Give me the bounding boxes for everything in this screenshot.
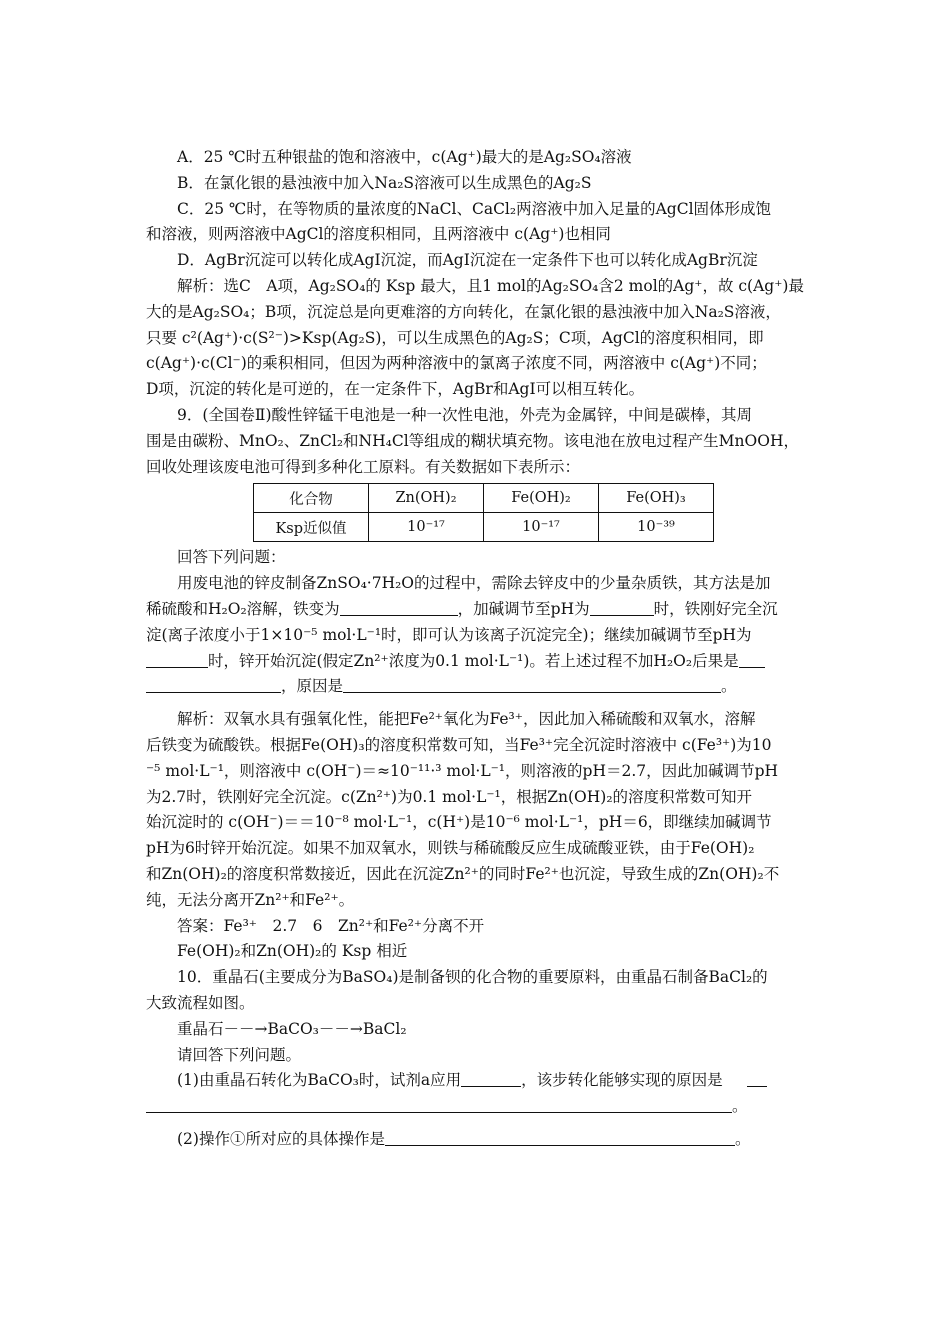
analysis-8-line: 只要 c²(Ag⁺)·c(S²⁻)>Ksp(Ag₂S)，可以生成黑色的Ag₂S；C项，AgCl的溶度积相同，即 (146, 328, 764, 347)
analysis-8-line: D项，沉淀的转化是可逆的，在一定条件下，AgBr和AgI可以相互转化。 (146, 380, 645, 399)
table-cell: 10⁻¹⁷ (369, 513, 484, 542)
text-segment: 。 (721, 677, 737, 696)
option-a: A．25 ℃时五种银盐的饱和溶液中，c(Ag⁺)最大的是Ag₂SO₄溶液 (177, 148, 632, 166)
question-10-line: 大致流程如图。 (146, 993, 255, 1012)
text-segment: ，该步转化能够实现的原因是 (521, 1071, 723, 1090)
table-cell: 10⁻¹⁷ (484, 513, 599, 542)
table-header-cell: 化合物 (254, 484, 369, 513)
question-10-part-1 (146, 1068, 814, 1094)
table-header-row (254, 484, 714, 513)
answer-blank[interactable] (343, 676, 721, 693)
option-d: D．AgBr沉淀可以转化成AgI沉淀，而AgI沉淀在一定条件下也可以转化成AgBr沉淀 (177, 251, 758, 270)
answer-blank[interactable] (146, 1096, 732, 1113)
question-10-part-1 (146, 1094, 814, 1120)
table-cell: Ksp近似值 (254, 513, 369, 542)
answer-prompt: 回答下列问题： (177, 548, 286, 567)
answer-blank[interactable] (385, 1129, 735, 1146)
text-segment: 时，铁刚好完全沉 (653, 599, 778, 618)
text-segment: ，加碱调节至pH为 (457, 599, 590, 618)
question-10-line: 10．重晶石(主要成分为BaSO₄)是制备钡的化合物的重要原料，由重晶石制备BaCl₂的 (177, 968, 768, 987)
question-9-line: 围是由碳粉、MnO₂、ZnCl₂和NH₄Cl等组成的糊状填充物。该电池在放电过程产生MnOOH， (146, 431, 799, 450)
question-9-line: 回收处理该废电池可得到多种化工原料。有关数据如下表所示： (146, 457, 581, 476)
answer-blank[interactable] (739, 651, 765, 668)
answer-blank[interactable] (461, 1070, 521, 1087)
option-b: B．在氯化银的悬浊液中加入Na₂S溶液可以生成黑色的Ag₂S (177, 173, 592, 192)
analysis-9-line: ⁻⁵ mol·L⁻¹，则溶液中 c(OH⁻)＝≈10⁻¹¹·³ mol·L⁻¹，则溶液的pH＝2.7，因此加碱调节pH (146, 761, 779, 780)
table-cell: 10⁻³⁹ (599, 513, 714, 542)
option-c-line-2: 和溶液，则两溶液中AgCl的溶度积相同，且两溶液中 c(Ag⁺)也相同 (146, 225, 611, 244)
question-10-prompt: 请回答下列问题。 (177, 1045, 302, 1064)
text-segment: 。 (734, 1129, 751, 1148)
answer-blank[interactable] (340, 599, 458, 616)
question-9-line: 9．(全国卷Ⅱ)酸性锌锰干电池是一种一次性电池，外壳为金属锌，中间是碳棒，其周 (177, 405, 752, 424)
text-segment: (2)操作①所对应的具体操作是 (177, 1129, 385, 1148)
text-segment: (1)由重晶石转化为BaCO₃时，试剂a应用 (177, 1071, 462, 1090)
text-segment: 。 (732, 1097, 748, 1116)
analysis-9-line: 解析：双氧水具有强氧化性，能把Fe²⁺氧化为Fe³⁺，因此加入稀硫酸和双氧水，溶解 (177, 710, 756, 729)
question-9-text: 淀(离子浓度小于1×10⁻⁵ mol·L⁻¹时，即可认为该离子沉淀完全)；继续加碱调节至pH为 (146, 625, 752, 644)
question-9-text (146, 597, 814, 623)
analysis-8-line: 解析：选C A项，Ag₂SO₄的 Ksp 最大，且1 mol的Ag₂SO₄含2 mol的Ag⁺，故 c(Ag⁺)最 (177, 276, 804, 295)
analysis-9-line: 后铁变为硫酸铁。根据Fe(OH)₃的溶度积常数可知，当Fe³⁺完全沉淀时溶液中 c(Fe³⁺)为10 (146, 735, 772, 754)
answer-blank[interactable] (146, 676, 281, 693)
ksp-table (253, 483, 714, 542)
analysis-9-line: pH为6时锌开始沉淀。如果不加双氧水，则铁与稀硫酸反应生成硫酸亚铁，由于Fe(OH)₂ (146, 839, 755, 858)
text-segment: 稀硫酸和H₂O₂溶解，铁变为 (146, 599, 340, 618)
question-9-text: 用废电池的锌皮制备ZnSO₄·7H₂O的过程中，需除去锌皮中的少量杂质铁，其方法是加 (177, 574, 771, 593)
document-content (146, 145, 814, 1153)
question-9-text (146, 674, 814, 700)
text-segment: ，原因是 (281, 677, 344, 696)
table-header-cell: Fe(OH)₃ (599, 484, 714, 513)
answer-blank[interactable] (146, 651, 208, 668)
answer-blank[interactable] (747, 1070, 767, 1087)
text-segment: 时，锌开始沉淀(假定Zn²⁺浓度为0.1 mol·L⁻¹)。若上述过程不加H₂O₂后果是 (208, 651, 739, 670)
analysis-9-line: 和Zn(OH)₂的溶度积常数接近，因此在沉淀Zn²⁺的同时Fe²⁺也沉淀，导致生成的Zn(OH)₂不 (146, 864, 780, 883)
table-header-cell: Fe(OH)₂ (484, 484, 599, 513)
table-header-cell: Zn(OH)₂ (369, 484, 484, 513)
process-flow: 重晶石－－→BaCO₃－－→BaCl₂ (177, 1019, 407, 1038)
answer-9-line: Fe(OH)₂和Zn(OH)₂的 Ksp 相近 (177, 942, 408, 961)
question-10-part-2 (146, 1127, 814, 1153)
analysis-8-line: 大的是Ag₂SO₄；B项，沉淀总是向更难溶的方向转化，在氯化银的悬浊液中加入Na₂S溶液， (146, 302, 781, 321)
analysis-9-line: 始沉淀时的 c(OH⁻)＝＝10⁻⁸ mol·L⁻¹，c(H⁺)是10⁻⁶ mol·L⁻¹，pH＝6，即继续加碱调节 (146, 813, 772, 832)
analysis-9-line: 为2.7时，铁刚好完全沉淀。c(Zn²⁺)为0.1 mol·L⁻¹，根据Zn(OH)₂的溶度积常数可知开 (146, 787, 753, 806)
answer-9-line: 答案：Fe³⁺ 2.7 6 Zn²⁺和Fe²⁺分离不开 (177, 916, 485, 935)
analysis-8-line: c(Ag⁺)·c(Cl⁻)的乘积相同，但因为两种溶液中的氯离子浓度不同，两溶液中 c(Ag⁺)不同； (146, 354, 767, 373)
table-row (254, 513, 714, 542)
answer-blank[interactable] (590, 599, 654, 616)
question-9-text (146, 649, 814, 675)
analysis-9-line: 纯，无法分离开Zn²⁺和Fe²⁺。 (146, 890, 355, 909)
option-c-line-1: C．25 ℃时，在等物质的量浓度的NaCl、CaCl₂两溶液中加入足量的AgCl固体形成饱 (177, 199, 772, 218)
